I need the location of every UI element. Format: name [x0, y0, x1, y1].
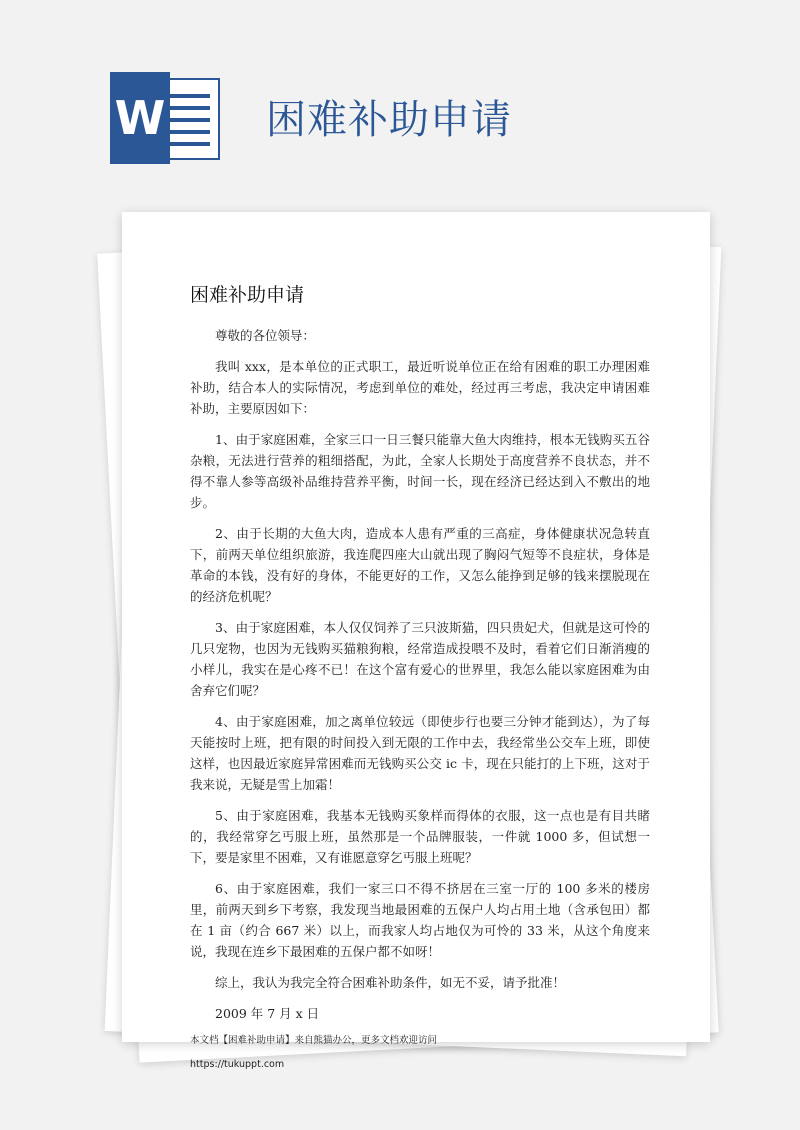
paragraph: 4、由于家庭困难，加之离单位较远（即使步行也要三分钟才能到达），为了每天能按时上班，把有限的时间投入到无限的工作中去，我经常坐公交车上班，即使这样，也因最近家庭异常困难而无钱购买公交 ic 卡，现在只能打的上下班，这对于我来说，无疑是雪上加霜！: [190, 714, 650, 792]
paragraph: 5、由于家庭困难，我基本无钱购买象样而得体的衣服，这一点也是有目共睹的，我经常穿乞丐服上班，虽然那是一个品牌服装，一件就 1000 多，但试想一下，要是家里不困难，又有谁愿意穿乞丐服上班呢？: [190, 808, 650, 865]
document-content: [190, 280, 650, 1072]
document-title: 困难补助申请: [190, 284, 305, 306]
salutation: 尊敬的各位领导：: [215, 328, 316, 343]
word-logo-letter: W: [110, 72, 170, 164]
paragraph: 6、由于家庭困难，我们一家三口不得不挤居在三室一厅的 100 多米的楼房里，前两天到乡下考察，我发现当地最困难的五保户人均占用土地（含承包田）都在 1 亩（约合 667 米）以上，而我家人均占地仅为可怜的 33 米，从这个角度来说，我现在连乡下最困难的五保户都不如呀！: [190, 881, 650, 959]
document-page: [122, 212, 710, 1070]
paragraph: 综上，我认为我完全符合困难补助条件，如无不妥，请予批准！: [215, 975, 566, 990]
doc-title: 困难补助申请: [266, 97, 512, 143]
paragraph: 2、由于长期的大鱼大肉，造成本人患有严重的三高症，身体健康状况急转直下，前两天单位组织旅游，我连爬四座大山就出现了胸闷气短等不良症状，身体是革命的本钱，没有好的身体，不能更好的工作，又怎么能挣到足够的钱来摆脱现在的经济危机呢？: [190, 526, 650, 604]
paragraph: 3、由于家庭困难，本人仅仅饲养了三只波斯猫，四只贵妃犬，但就是这可怜的几只宠物，也因为无钱购买猫粮狗粮，经常造成投喂不及时，看着它们日渐消瘦的小样儿，我实在是心疼不已！在这个富有爱心的世界里，我怎么能以家庭困难为由舍弃它们呢？: [190, 620, 650, 698]
word-logo-icon: [110, 72, 220, 164]
header: [0, 0, 800, 200]
footer-note: 本文档【困难补助申请】来自熊猫办公，更多文档欢迎访问: [190, 1035, 438, 1046]
paragraph: 1、由于家庭困难，全家三口一日三餐只能靠大鱼大肉维持，根本无钱购买五谷杂粮，无法进行营养的粗细搭配，为此，全家人长期处于高度营养不良状态，并不得不靠人参等高级补品维持营养平衡，时间一长，现在经济已经达到入不敷出的地步。: [190, 432, 650, 510]
signature-date: 2009 年 7 月 x 日: [215, 1006, 320, 1021]
footer-link[interactable]: https://tukuppt.com: [190, 1059, 285, 1070]
paragraph: 我叫 xxx，是本单位的正式职工，最近听说单位正在给有困难的职工办理困难补助，结合本人的实际情况，考虑到单位的难处，经过再三考虑，我决定申请困难补助，主要原因如下：: [190, 359, 650, 416]
